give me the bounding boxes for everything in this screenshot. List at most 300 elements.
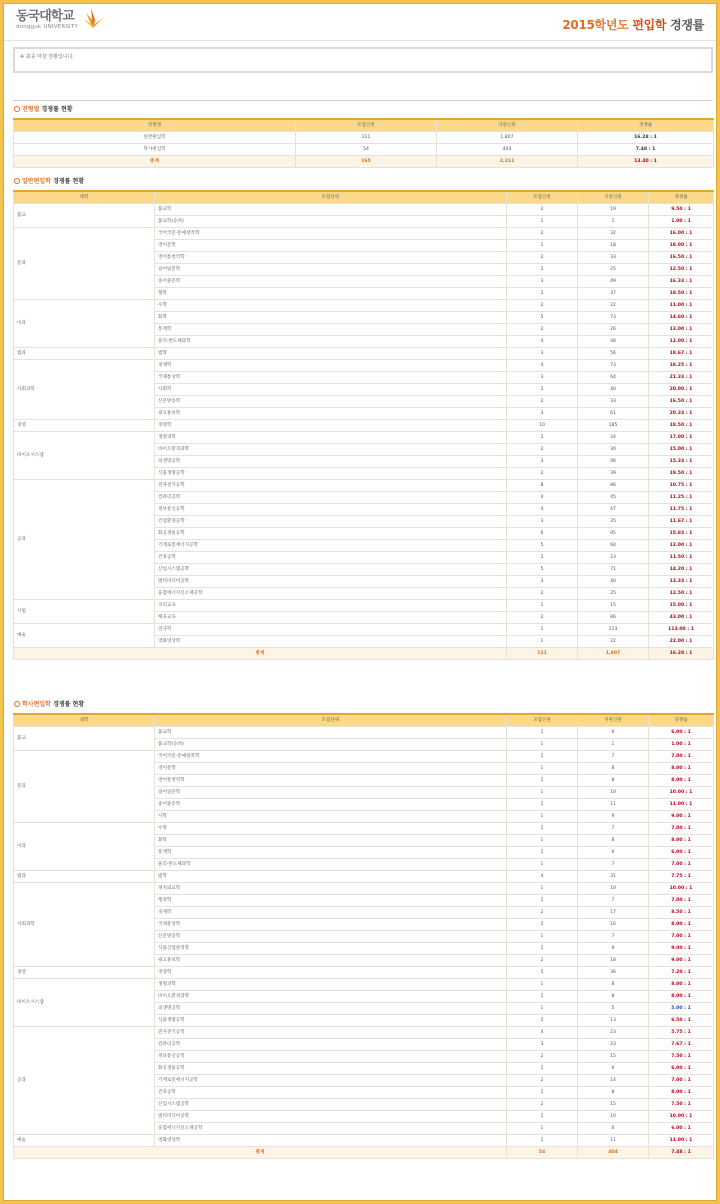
ratio-cell: 8.00 : 1 (649, 775, 714, 787)
total-row (14, 648, 714, 660)
unit-cell: 영어통번역학 (155, 775, 507, 787)
logo-english: dongguk UNIVERSITY (16, 24, 78, 30)
college-cell: 이과 (14, 823, 155, 871)
general-header-applicants: 지원인원 (578, 191, 649, 204)
bullet-icon (14, 106, 20, 112)
unit-cell: 불교학(승려) (155, 216, 507, 228)
cell-quota: 54 (296, 144, 437, 156)
ratio-cell: 1.00 : 1 (649, 216, 714, 228)
unit-cell: 영어문학 (155, 240, 507, 252)
ratio-cell: 15.00 : 1 (649, 444, 714, 456)
unit-cell: 생명과학 (155, 979, 507, 991)
unit-cell: 사학 (155, 811, 507, 823)
bachelor-header-unit: 모집단위 (155, 714, 507, 727)
applicants-cell: 26 (578, 324, 649, 336)
ratio-cell: 13.00 : 1 (649, 324, 714, 336)
ratio-cell: 5.75 : 1 (649, 1027, 714, 1039)
cell-ratio: 16.28 : 1 (578, 132, 714, 144)
quota-cell: 1 (507, 216, 578, 228)
quota-cell: 2 (507, 204, 578, 216)
applicants-cell: 13 (578, 1015, 649, 1027)
quota-cell: 1 (507, 775, 578, 787)
table-row (14, 624, 714, 636)
college-cell: 법과 (14, 871, 155, 883)
applicants-cell: 11 (578, 1135, 649, 1147)
quota-cell: 5 (507, 564, 578, 576)
ratio-cell: 9.50 : 1 (649, 204, 714, 216)
ratio-cell: 8.00 : 1 (649, 835, 714, 847)
quota-cell: 3 (507, 1039, 578, 1051)
table-row (14, 420, 714, 432)
applicants-cell: 39 (578, 468, 649, 480)
unit-cell: 기계로봇에너지공학 (155, 540, 507, 552)
unit-cell: 화공생물공학 (155, 1063, 507, 1075)
unit-cell: 국제통상학 (155, 919, 507, 931)
table-row (14, 600, 714, 612)
quota-cell: 1 (507, 811, 578, 823)
ratio-cell: 8.00 : 1 (649, 1087, 714, 1099)
ratio-cell: 12.50 : 1 (649, 264, 714, 276)
unit-cell: 경영학 (155, 420, 507, 432)
college-cell: 바이오시스템 (14, 432, 155, 480)
general-table-body (14, 204, 714, 660)
quota-cell: 2 (507, 588, 578, 600)
unit-cell: 수학 (155, 823, 507, 835)
quota-cell: 1 (507, 1123, 578, 1135)
unit-cell: 광고홍보학 (155, 955, 507, 967)
applicants-cell: 10 (578, 883, 649, 895)
quota-cell: 1 (507, 835, 578, 847)
applicants-cell: 185 (578, 420, 649, 432)
table-row (14, 132, 714, 144)
unit-cell: 식품생명공학 (155, 1015, 507, 1027)
unit-cell: 일어일문학 (155, 787, 507, 799)
college-cell: 사범 (14, 600, 155, 624)
unit-cell: 경제학 (155, 360, 507, 372)
ratio-cell: 7.50 : 1 (649, 1099, 714, 1111)
total-row (14, 1147, 714, 1159)
unit-cell: 불교학 (155, 204, 507, 216)
applicants-cell: 33 (578, 396, 649, 408)
applicants-cell: 40 (578, 576, 649, 588)
quota-cell: 4 (507, 871, 578, 883)
table-row (14, 751, 714, 763)
university-logo[interactable] (16, 10, 78, 30)
bachelor-header-applicants: 지원인원 (578, 714, 649, 727)
unit-cell: 전자전기공학 (155, 1027, 507, 1039)
applicants-cell: 60 (578, 540, 649, 552)
ratio-cell: 7.00 : 1 (649, 859, 714, 871)
unit-cell: 지리교육 (155, 600, 507, 612)
summary-table (13, 118, 714, 168)
quota-cell: 1 (507, 624, 578, 636)
quota-cell: 1 (507, 600, 578, 612)
unit-cell: 의생명공학 (155, 1003, 507, 1015)
unit-cell: 건축공학 (155, 1087, 507, 1099)
ratio-cell: 18.25 : 1 (649, 360, 714, 372)
quota-cell: 1 (507, 943, 578, 955)
quota-cell: 2 (507, 444, 578, 456)
ratio-cell: 6.50 : 1 (649, 1015, 714, 1027)
ratio-cell: 7.00 : 1 (649, 823, 714, 835)
ratio-cell: 15.83 : 1 (649, 528, 714, 540)
unit-cell: 바이오환경과학 (155, 991, 507, 1003)
applicants-cell: 22 (578, 300, 649, 312)
table-row (14, 967, 714, 979)
quota-cell: 2 (507, 919, 578, 931)
ratio-cell: 5.00 : 1 (649, 1003, 714, 1015)
total-ratio: 13.40 : 1 (578, 156, 714, 168)
quota-cell: 2 (507, 228, 578, 240)
summary-header-quota: 모집인원 (296, 119, 437, 132)
applicants-cell: 73 (578, 312, 649, 324)
ratio-cell: 7.00 : 1 (649, 931, 714, 943)
unit-cell: 국어국문·문예창작학 (155, 751, 507, 763)
applicants-cell: 6 (578, 727, 649, 739)
quota-cell: 3 (507, 276, 578, 288)
quota-cell: 1 (507, 787, 578, 799)
unit-cell: 정보통신공학 (155, 504, 507, 516)
ratio-cell: 11.50 : 1 (649, 552, 714, 564)
unit-cell: 체육교육 (155, 612, 507, 624)
ratio-cell: 16.33 : 1 (649, 276, 714, 288)
cell-name: 학사편입학 (14, 144, 296, 156)
ratio-cell: 11.00 : 1 (649, 1135, 714, 1147)
applicants-cell: 15 (578, 1099, 649, 1111)
unit-cell: 수학 (155, 300, 507, 312)
table-row (14, 883, 714, 895)
quota-cell: 2 (507, 252, 578, 264)
general-title-highlight: 일반편입학 (22, 178, 51, 185)
bullet-icon (14, 178, 20, 184)
applicants-cell: 18 (578, 240, 649, 252)
unit-cell: 불교학 (155, 727, 507, 739)
quota-cell: 2 (507, 468, 578, 480)
unit-cell: 식품산업관리학 (155, 943, 507, 955)
header (4, 4, 716, 41)
applicants-cell: 86 (578, 480, 649, 492)
ratio-cell: 11.00 : 1 (649, 300, 714, 312)
general-table (13, 190, 714, 660)
applicants-cell: 23 (578, 1039, 649, 1051)
quota-cell: 1 (507, 931, 578, 943)
bachelor-header-college: 대학 (14, 714, 155, 727)
ratio-cell: 19.50 : 1 (649, 468, 714, 480)
cell-applicants: 404 (437, 144, 578, 156)
ratio-cell: 15.33 : 1 (649, 456, 714, 468)
quota-cell: 2 (507, 907, 578, 919)
ratio-cell: 8.50 : 1 (649, 907, 714, 919)
ratio-cell: 7.50 : 1 (649, 1051, 714, 1063)
applicants-cell: 15 (578, 1051, 649, 1063)
applicants-cell: 46 (578, 456, 649, 468)
applicants-cell: 1 (578, 739, 649, 751)
ratio-cell: 16.50 : 1 (649, 252, 714, 264)
ratio-cell: 8.00 : 1 (649, 919, 714, 931)
quota-cell: 2 (507, 324, 578, 336)
bachelor-section-title (14, 701, 84, 709)
unit-cell: 의생명공학 (155, 456, 507, 468)
quota-cell: 3 (507, 408, 578, 420)
applicants-cell: 113 (578, 624, 649, 636)
unit-cell: 일어일문학 (155, 264, 507, 276)
applicants-cell: 7 (578, 823, 649, 835)
unit-cell: 통계학 (155, 324, 507, 336)
table-row (14, 348, 714, 360)
quota-cell: 6 (507, 528, 578, 540)
quota-cell: 1 (507, 763, 578, 775)
quota-cell: 2 (507, 288, 578, 300)
total-quota: 54 (507, 1147, 578, 1159)
applicants-cell: 6 (578, 1123, 649, 1135)
unit-cell: 법학 (155, 871, 507, 883)
summary-section-title (14, 106, 73, 114)
applicants-cell: 61 (578, 408, 649, 420)
unit-cell: 행정학 (155, 895, 507, 907)
quota-cell: 1 (507, 859, 578, 871)
unit-cell: 경제학 (155, 907, 507, 919)
page-title (562, 16, 704, 33)
ratio-cell: 11.00 : 1 (649, 799, 714, 811)
ratio-cell: 7.00 : 1 (649, 1075, 714, 1087)
unit-cell: 화공생물공학 (155, 528, 507, 540)
quota-cell: 1 (507, 727, 578, 739)
quota-cell: 2 (507, 1015, 578, 1027)
quota-cell: 1 (507, 883, 578, 895)
summary-header-name: 전형명 (14, 119, 296, 132)
quota-cell: 2 (507, 432, 578, 444)
applicants-cell: 8 (578, 979, 649, 991)
quota-cell: 1 (507, 847, 578, 859)
quota-cell: 1 (507, 895, 578, 907)
applicants-cell: 11 (578, 799, 649, 811)
table-row (14, 727, 714, 739)
applicants-cell: 14 (578, 1075, 649, 1087)
ratio-cell: 10.00 : 1 (649, 787, 714, 799)
quota-cell: 2 (507, 955, 578, 967)
quota-cell: 2 (507, 1099, 578, 1111)
unit-cell: 산업시스템공학 (155, 564, 507, 576)
title-type: 편입학 (632, 18, 667, 32)
title-rate: 경쟁률 (670, 18, 704, 32)
college-cell: 사회과학 (14, 883, 155, 967)
unit-cell: 정보통신공학 (155, 1051, 507, 1063)
applicants-cell: 8 (578, 835, 649, 847)
title-year: 2015학년도 (562, 18, 629, 32)
applicants-cell: 32 (578, 228, 649, 240)
ratio-cell: 14.20 : 1 (649, 564, 714, 576)
ratio-cell: 10.75 : 1 (649, 480, 714, 492)
general-header-ratio: 경쟁률 (649, 191, 714, 204)
unit-cell: 컴퓨터공학 (155, 492, 507, 504)
notice-box (13, 47, 713, 73)
applicants-cell: 34 (578, 432, 649, 444)
ratio-cell: 18.67 : 1 (649, 348, 714, 360)
college-cell: 불교 (14, 204, 155, 228)
applicants-cell: 5 (578, 1003, 649, 1015)
quota-cell: 4 (507, 336, 578, 348)
table-row (14, 871, 714, 883)
applicants-cell: 71 (578, 564, 649, 576)
college-cell: 공과 (14, 480, 155, 600)
applicants-cell: 8 (578, 1087, 649, 1099)
total-applicants: 2,211 (437, 156, 578, 168)
unit-cell: 연극학 (155, 624, 507, 636)
ratio-cell: 18.00 : 1 (649, 240, 714, 252)
ratio-cell: 8.00 : 1 (649, 979, 714, 991)
unit-cell: 중어중문학 (155, 276, 507, 288)
cell-quota: 111 (296, 132, 437, 144)
applicants-cell: 19 (578, 204, 649, 216)
quota-cell: 4 (507, 360, 578, 372)
applicants-cell: 64 (578, 372, 649, 384)
college-cell: 바이오시스템 (14, 979, 155, 1027)
ratio-cell: 113.00 : 1 (649, 624, 714, 636)
college-cell: 불교 (14, 727, 155, 751)
applicants-cell: 31 (578, 871, 649, 883)
applicants-cell: 16 (578, 919, 649, 931)
ratio-cell: 12.00 : 1 (649, 540, 714, 552)
unit-cell: 바이오환경과학 (155, 444, 507, 456)
table-row (14, 300, 714, 312)
quota-cell: 4 (507, 492, 578, 504)
applicants-cell: 86 (578, 612, 649, 624)
applicants-cell: 25 (578, 588, 649, 600)
unit-cell: 건축공학 (155, 552, 507, 564)
ratio-cell: 10.00 : 1 (649, 883, 714, 895)
quota-cell: 2 (507, 396, 578, 408)
summary-header-applicants: 지원인원 (437, 119, 578, 132)
table-row (14, 204, 714, 216)
unit-cell: 물리·반도체과학 (155, 859, 507, 871)
college-cell: 사회과학 (14, 360, 155, 420)
ratio-cell: 11.67 : 1 (649, 516, 714, 528)
quota-cell: 4 (507, 504, 578, 516)
ratio-cell: 7.00 : 1 (649, 895, 714, 907)
applicants-cell: 33 (578, 252, 649, 264)
applicants-cell: 23 (578, 552, 649, 564)
unit-cell: 생명과학 (155, 432, 507, 444)
table-row (14, 1135, 714, 1147)
quota-cell: 1 (507, 1063, 578, 1075)
ratio-cell: 14.60 : 1 (649, 312, 714, 324)
ratio-cell: 20.33 : 1 (649, 408, 714, 420)
quota-cell: 2 (507, 1075, 578, 1087)
table-row (14, 228, 714, 240)
cell-applicants: 1,807 (437, 132, 578, 144)
ratio-cell: 9.00 : 1 (649, 955, 714, 967)
quota-cell: 1 (507, 751, 578, 763)
applicants-cell: 7 (578, 859, 649, 871)
unit-cell: 영화영상학 (155, 1135, 507, 1147)
ratio-cell: 22.00 : 1 (649, 636, 714, 648)
total-label: 총계 (14, 1147, 507, 1159)
quota-cell: 2 (507, 552, 578, 564)
applicants-cell: 22 (578, 636, 649, 648)
applicants-cell: 49 (578, 276, 649, 288)
bachelor-table (13, 713, 714, 1159)
unit-cell: 철학 (155, 288, 507, 300)
ratio-cell: 7.67 : 1 (649, 1039, 714, 1051)
unit-cell: 영어문학 (155, 763, 507, 775)
quota-cell: 10 (507, 420, 578, 432)
unit-cell: 멀티미디어공학 (155, 1111, 507, 1123)
applicants-cell: 6 (578, 1063, 649, 1075)
unit-cell: 화학 (155, 835, 507, 847)
applicants-cell: 7 (578, 895, 649, 907)
quota-cell: 1 (507, 1111, 578, 1123)
ratio-cell: 15.00 : 1 (649, 600, 714, 612)
unit-cell: 정치외교학 (155, 883, 507, 895)
ratio-cell: 18.50 : 1 (649, 288, 714, 300)
ratio-cell: 7.20 : 1 (649, 967, 714, 979)
ratio-cell: 20.00 : 1 (649, 384, 714, 396)
quota-cell: 1 (507, 240, 578, 252)
table-row (14, 823, 714, 835)
college-cell: 문과 (14, 228, 155, 300)
unit-cell: 경영학 (155, 967, 507, 979)
applicants-cell: 10 (578, 1111, 649, 1123)
unit-cell: 신문방송학 (155, 396, 507, 408)
ratio-cell: 6.00 : 1 (649, 1123, 714, 1135)
ratio-cell: 16.50 : 1 (649, 396, 714, 408)
quota-cell: 1 (507, 1087, 578, 1099)
applicants-cell: 95 (578, 528, 649, 540)
table-row (14, 979, 714, 991)
summary-title-highlight: 전형별 (22, 106, 40, 113)
ratio-cell: 7.75 : 1 (649, 871, 714, 883)
ratio-cell: 12.00 : 1 (649, 336, 714, 348)
ratio-cell: 8.00 : 1 (649, 763, 714, 775)
ratio-cell: 10.00 : 1 (649, 1111, 714, 1123)
quota-cell: 4 (507, 1027, 578, 1039)
applicants-cell: 48 (578, 336, 649, 348)
college-cell: 예술 (14, 1135, 155, 1147)
bachelor-header-ratio: 경쟁률 (649, 714, 714, 727)
quota-cell: 3 (507, 516, 578, 528)
applicants-cell: 8 (578, 775, 649, 787)
notice-text: ※ 최종 마감 현황입니다. (20, 54, 75, 60)
unit-cell: 컴퓨터공학 (155, 1039, 507, 1051)
summary-header-ratio: 경쟁률 (578, 119, 714, 132)
quota-cell: 3 (507, 456, 578, 468)
unit-cell: 화학 (155, 312, 507, 324)
divider (13, 100, 713, 101)
ratio-cell: 43.00 : 1 (649, 612, 714, 624)
unit-cell: 영화영상학 (155, 636, 507, 648)
table-row (14, 1027, 714, 1039)
quota-cell: 1 (507, 991, 578, 1003)
ratio-cell: 6.00 : 1 (649, 847, 714, 859)
summary-title-rest: 경쟁률 현황 (41, 106, 73, 113)
ratio-cell: 16.00 : 1 (649, 228, 714, 240)
unit-cell: 신문방송학 (155, 931, 507, 943)
bullet-icon (14, 701, 20, 707)
unit-cell: 산업시스템공학 (155, 1099, 507, 1111)
applicants-cell: 7 (578, 751, 649, 763)
college-cell: 경영 (14, 420, 155, 432)
unit-cell: 식품생명공학 (155, 468, 507, 480)
bachelor-header-quota: 모집인원 (507, 714, 578, 727)
general-section-title (14, 178, 84, 186)
quota-cell: 3 (507, 576, 578, 588)
quota-cell: 1 (507, 1003, 578, 1015)
quota-cell: 5 (507, 540, 578, 552)
ratio-cell: 6.00 : 1 (649, 727, 714, 739)
quota-cell: 1 (507, 799, 578, 811)
quota-cell: 1 (507, 636, 578, 648)
applicants-cell: 10 (578, 787, 649, 799)
